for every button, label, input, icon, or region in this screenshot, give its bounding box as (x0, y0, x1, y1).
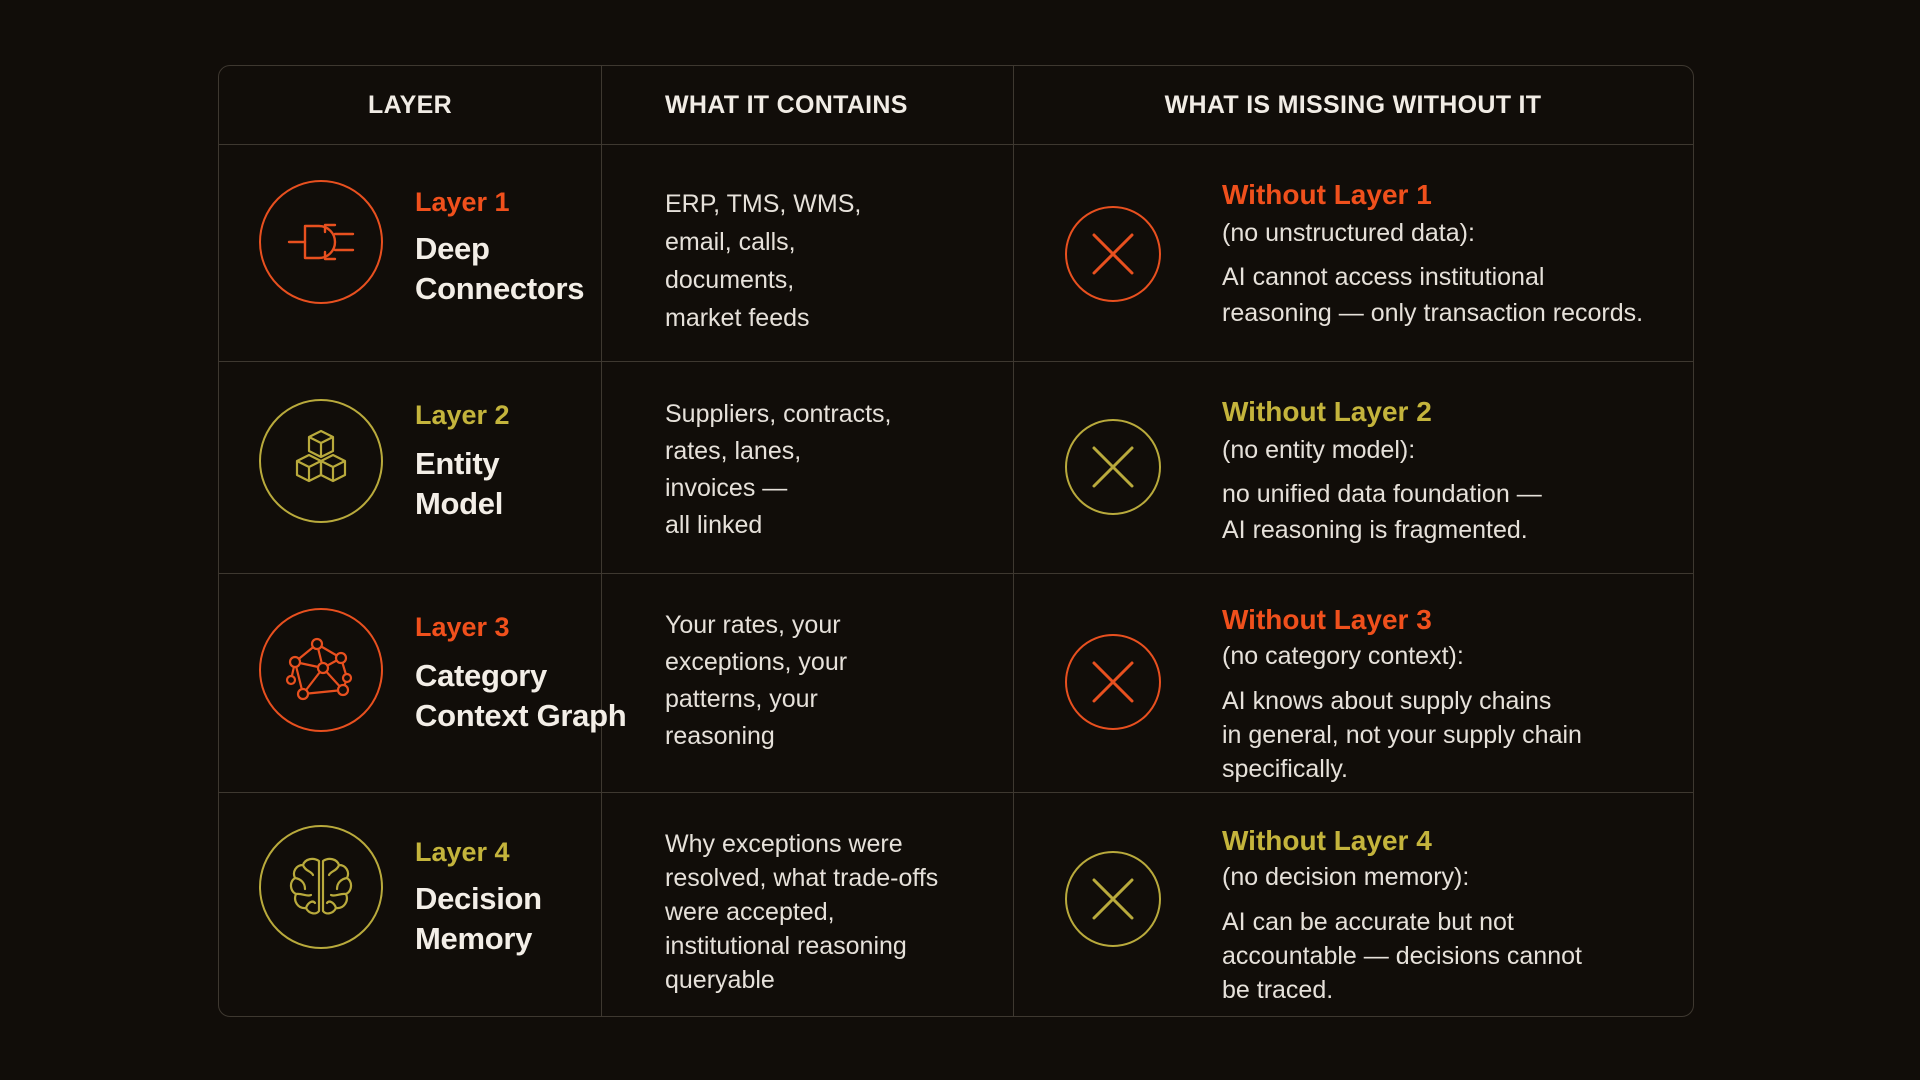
layer-name-line: Connectors (415, 271, 585, 306)
contains-line: Why exceptions were (665, 830, 903, 858)
contains-line: email, calls, (665, 228, 796, 256)
contains-line: market feeds (665, 304, 810, 332)
contains-line: Your rates, your (665, 611, 841, 639)
layer-name-line: Context Graph (415, 698, 627, 733)
network-graph-icon (259, 608, 383, 732)
layer-name-line: Category (415, 658, 547, 693)
header-layer: LAYER (368, 90, 452, 119)
header-missing: WHAT IS MISSING WITHOUT IT (1164, 90, 1542, 119)
layer-label: Layer 2 (415, 400, 510, 430)
brain-icon (259, 825, 383, 949)
contains-line: ERP, TMS, WMS, (665, 190, 862, 218)
contains-line: documents, (665, 266, 795, 294)
missing-body (1222, 259, 1643, 331)
missing-line: in general, not your supply chain (1222, 721, 1582, 749)
contains-line: institutional reasoning (665, 932, 907, 960)
plug-icon (259, 180, 383, 304)
x-icon (1065, 634, 1161, 730)
header-row (219, 66, 1693, 145)
contains-line: queryable (665, 966, 775, 994)
layer-name-line: Deep (415, 231, 490, 266)
missing-title: Without Layer 2 (1222, 396, 1432, 427)
layer-row-2 (219, 362, 1693, 574)
missing-line: no unified data foundation — (1222, 480, 1542, 508)
cubes-icon (259, 399, 383, 523)
contains-line: reasoning (665, 722, 775, 750)
layer-row-1 (219, 145, 1693, 362)
x-icon (1065, 419, 1161, 515)
missing-line: AI reasoning is fragmented. (1222, 516, 1528, 544)
missing-title: Without Layer 4 (1222, 825, 1432, 856)
contains-line: rates, lanes, (665, 437, 802, 465)
missing-title: Without Layer 1 (1222, 179, 1432, 210)
missing-line: AI knows about supply chains (1222, 687, 1552, 715)
x-icon (1065, 851, 1161, 947)
missing-line: accountable — decisions cannot (1222, 942, 1582, 970)
layer-name-line: Memory (415, 921, 533, 956)
contains-line: resolved, what trade-offs (665, 864, 939, 892)
contains-text (665, 827, 938, 997)
missing-line: AI cannot access institutional (1222, 263, 1545, 291)
contains-line: exceptions, your (665, 648, 848, 676)
contains-line: invoices — (665, 474, 788, 502)
missing-subtitle: (no category context): (1222, 642, 1464, 670)
contains-line: were accepted, (665, 898, 835, 926)
missing-line: be traced. (1222, 976, 1334, 1004)
contains-line: all linked (665, 511, 763, 539)
layer-label: Layer 1 (415, 187, 510, 217)
missing-body (1222, 476, 1542, 548)
missing-body (1222, 684, 1582, 786)
layer-name (415, 229, 584, 309)
layer-name (415, 656, 626, 736)
layer-label: Layer 4 (415, 837, 510, 867)
contains-text (665, 396, 892, 544)
layer-name (415, 444, 503, 524)
missing-title: Without Layer 3 (1222, 604, 1432, 635)
contains-text (665, 607, 847, 755)
missing-body (1222, 905, 1582, 1007)
missing-subtitle: (no unstructured data): (1222, 219, 1475, 247)
layer-label: Layer 3 (415, 612, 510, 642)
missing-line: reasoning — only transaction records. (1222, 299, 1644, 327)
contains-text (665, 185, 861, 337)
layer-name-line: Decision (415, 881, 542, 916)
x-icon (1065, 206, 1161, 302)
layer-row-4 (219, 793, 1693, 1017)
missing-subtitle: (no entity model): (1222, 436, 1416, 464)
layer-name-line: Entity (415, 446, 500, 481)
missing-line: AI can be accurate but not (1222, 908, 1514, 936)
layer-row-3 (219, 574, 1693, 793)
missing-subtitle: (no decision memory): (1222, 863, 1470, 891)
contains-line: patterns, your (665, 685, 818, 713)
header-contains: WHAT IT CONTAINS (665, 90, 908, 119)
missing-line: specifically. (1222, 755, 1348, 783)
layer-name-line: Model (415, 486, 504, 521)
layers-table (218, 65, 1694, 1017)
contains-line: Suppliers, contracts, (665, 400, 892, 428)
layer-name (415, 879, 542, 959)
